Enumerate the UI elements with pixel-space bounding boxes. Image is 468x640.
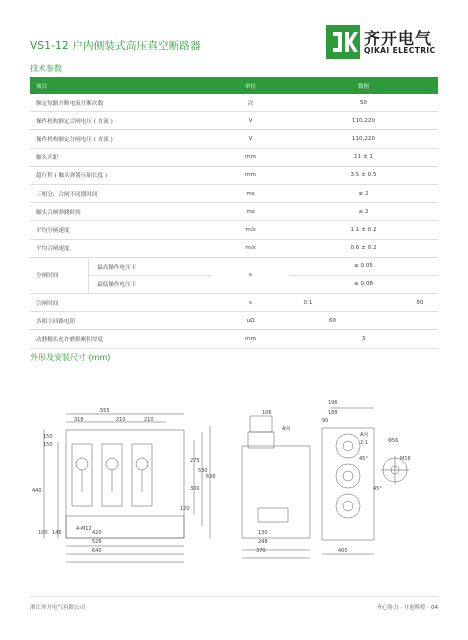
- dim-640: 640: [92, 548, 102, 554]
- row-item: 平均分闸速度: [30, 221, 212, 239]
- dim-150-a: 150: [43, 434, 53, 440]
- table-row: [30, 112, 438, 130]
- row-unit: mm: [212, 148, 289, 166]
- dim-318: 318: [74, 417, 84, 423]
- row-unit: mm: [212, 330, 289, 348]
- dim-120: 120: [180, 506, 190, 512]
- table-header-row: [30, 77, 438, 94]
- dim-145: 145: [52, 530, 62, 536]
- table-row: [30, 257, 438, 275]
- dim-440: 440: [32, 488, 42, 494]
- split-item-cell: [30, 257, 212, 293]
- row-item: 动静触头允许磨损累积厚度: [30, 330, 212, 348]
- table-row: [30, 239, 438, 257]
- view-arrow-a: A向: [282, 426, 291, 432]
- dim-370: 370: [256, 548, 266, 554]
- dim-196: 196: [328, 400, 338, 406]
- dim-210-a: 210: [116, 417, 126, 423]
- row-item: 操作机构额定分闸电压 ( 直流 ): [30, 130, 212, 148]
- row-value: ≤ 2: [289, 184, 438, 202]
- top-view: [322, 408, 374, 554]
- row-value: 0.6 ± 0.2: [289, 239, 438, 257]
- table-row: [30, 166, 438, 184]
- row-item: 操作机构额定合闸电压 ( 直流 ): [30, 112, 212, 130]
- row-value-range: [289, 294, 438, 312]
- table-row: [30, 221, 438, 239]
- dim-150-b: 150: [43, 442, 53, 448]
- side-view: [242, 416, 310, 558]
- row-item: 三相分、合闸不同期时间: [30, 184, 212, 202]
- footer-company: 浙江齐开电气有限公司: [30, 605, 86, 611]
- detail-phi: Φ56: [388, 438, 399, 444]
- row-unit: V: [212, 130, 289, 148]
- dim-420: 420: [92, 530, 102, 536]
- detail-angle-a: 45°: [359, 456, 368, 462]
- row-unit: m/s: [212, 239, 289, 257]
- row-value: ≤ 2: [289, 203, 438, 221]
- detail-angle-b: 45°: [373, 486, 382, 492]
- dim-106: 106: [262, 410, 272, 416]
- row-value: 110,220: [289, 112, 438, 130]
- row-value: 3: [289, 330, 438, 348]
- header-unit: 单位: [212, 77, 289, 94]
- row-subitem: 最高操作电压下: [89, 258, 212, 276]
- row-unit: m/s: [212, 221, 289, 239]
- brand-name-cn: 齐开电气: [364, 29, 433, 48]
- dim-130: 130: [258, 530, 268, 536]
- brand-logo: [326, 25, 438, 59]
- spec-table: [30, 77, 438, 349]
- row-value: 50: [289, 94, 438, 112]
- row-value: 60: [289, 312, 438, 330]
- logo-mark-icon: [326, 25, 360, 59]
- front-view: [44, 414, 210, 562]
- row-value: ≤ 0.05: [289, 257, 438, 275]
- dim-400: 400: [338, 548, 348, 554]
- dim-90: 90: [322, 418, 329, 424]
- table-row: [30, 130, 438, 148]
- row-item: 分闸时间: [30, 258, 89, 292]
- table-row: [30, 148, 438, 166]
- row-value: ≤ 0.08: [289, 275, 438, 293]
- section-title-tech: 技术参数: [30, 64, 62, 73]
- row-subitem: 最低操作电压下: [97, 282, 137, 289]
- row-item: 各相主回路电阻: [30, 312, 212, 330]
- row-item: 触头合闸弹跳时间: [30, 203, 212, 221]
- detail-title: A向: [360, 432, 369, 438]
- brand-name-en: QIKAI ELECTRIC: [364, 46, 436, 55]
- dim-248: 248: [258, 539, 268, 545]
- row-item: 触头开距: [30, 148, 212, 166]
- row-item: 额定短路开断电流开断次数: [30, 94, 212, 112]
- row-unit: s: [212, 257, 289, 293]
- dim-530: 530: [198, 468, 208, 474]
- footer-divider: [30, 596, 438, 597]
- detail-m16: M16: [400, 456, 411, 462]
- row-value: 3.5 ± 0.5: [289, 166, 438, 184]
- footer-slogan: 齐心协力 · 开创辉煌 · 04: [376, 605, 438, 611]
- row-value: 1.1 ± 0.2: [289, 221, 438, 239]
- table-row: [30, 203, 438, 221]
- row-item: 超行程 ( 触头弹簧压缩长度 ): [30, 166, 212, 184]
- table-row: [30, 294, 438, 312]
- dim-188: 188: [328, 410, 338, 416]
- row-unit: mm: [212, 166, 289, 184]
- dim-275: 275: [190, 458, 200, 464]
- table-row: [30, 94, 438, 112]
- row-unit: ms: [212, 184, 289, 202]
- row-value: 11 ± 1: [289, 148, 438, 166]
- row-unit: 次: [212, 94, 289, 112]
- dim-100: 100: [38, 530, 48, 536]
- dim-300: 300: [190, 486, 200, 492]
- row-item: 平均合闸速度: [30, 239, 212, 257]
- row-unit: ms: [212, 203, 289, 221]
- section-title-dims: 外形及安装尺寸 (mm): [30, 353, 111, 362]
- row-unit: V: [212, 112, 289, 130]
- table-row: [30, 184, 438, 202]
- dim-636: 636: [206, 474, 216, 480]
- dim-210-b: 210: [144, 417, 154, 423]
- header-item: 项目: [30, 77, 212, 94]
- row-item: 合闸时间: [30, 294, 212, 312]
- dim-555: 555: [100, 408, 110, 414]
- dim-526: 526: [92, 539, 102, 545]
- page-title: VS1-12 户内侧装式高压真空断路器: [30, 40, 201, 52]
- row-value: 110,220: [289, 130, 438, 148]
- table-row: [30, 312, 438, 330]
- spec-table-body: [30, 94, 438, 348]
- header-data: 数据: [289, 77, 438, 94]
- row-unit: uΩ: [212, 312, 289, 330]
- dim-4m12: 4-M12: [76, 526, 92, 532]
- row-unit: s: [212, 294, 289, 312]
- table-row: [30, 330, 438, 348]
- range-max: 50: [416, 299, 424, 306]
- dimension-drawing: [30, 388, 438, 588]
- detail-scale: 2:1: [360, 440, 369, 446]
- range-min: 0.1: [303, 299, 313, 306]
